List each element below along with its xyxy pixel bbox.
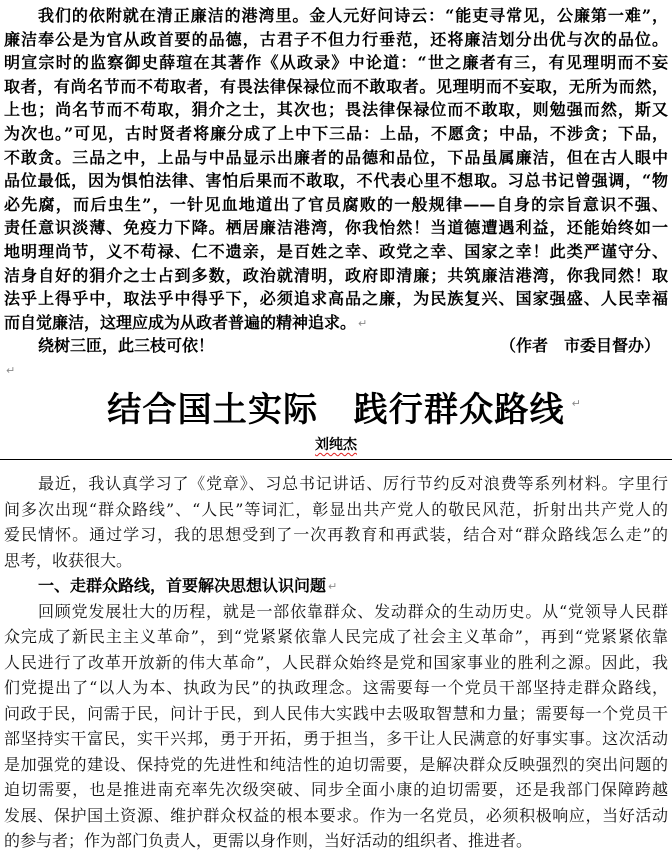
article-body (4, 471, 668, 854)
paragraph-mark: ↵ (6, 363, 16, 377)
top-article-line: 洁身自好的狷介之士占到多数，政治就清明，政府即清廉；共筑廉洁港湾，你我同然！取 (4, 265, 668, 285)
section-line: 回顾党发展壮大的历程，就是一部依靠群众、发动群众的生动历史。从“党领导人民群 (38, 601, 668, 621)
top-article-line: 明宣宗时的监察御史薛瑄在其著作《从政录》中论道：“世之廉者有三，有见理明而不妄 (4, 53, 668, 73)
top-article-line: 法乎上得乎中，取法乎中得乎下，必须追求高品之廉，为民族复兴、国家强盛、人民幸福 (4, 289, 668, 309)
article-author-block (0, 436, 672, 454)
intro-line: 思考，收获很大。 (4, 550, 133, 570)
divider-rule (0, 459, 672, 460)
section-line: 众完成了新民主主义革命”，到“党紧紧依靠人民完成了社会主义革命”，再到“党紧紧依靠 (4, 627, 668, 646)
top-article-line: 责任意识淡薄、免疫力下降。栖居廉洁港湾，你我怡然！当道德遭遇利益，还能始终如一 (4, 218, 668, 238)
closing-line: 绕树三匝，此三枝可依！ (38, 336, 215, 356)
top-article-line: 我们的依附就在清正廉洁的港湾里。金人元好问诗云：“能吏寻常见，公廉第一难”， (38, 6, 668, 25)
paragraph-mark: ↵ (358, 316, 368, 330)
top-article-line: 取者，有尚名节而不苟取者，有畏法律保禄位而不敢取者。见理明而不妄取，无所为而然， (4, 76, 668, 96)
byline: （作者 市委目督办） (499, 336, 660, 356)
closing-row (4, 334, 668, 358)
paragraph-mark: ↵ (328, 580, 338, 593)
empty-paragraph (4, 358, 668, 382)
top-article-last-line (4, 311, 668, 335)
intro-line: 爱民情怀。通过学习，我的思想受到了一次再教育和再武装，结合对“群众路线怎么走”的 (4, 525, 668, 544)
top-article-line: 地明理尚节，义不苟禄、仁不遗亲，是百姓之幸、政党之幸、国家之幸！此类严谨守分、 (4, 241, 668, 261)
top-article-line: 必先腐，而后虫生”，一针见血地道出了官员腐败的一般规律——自身的宗旨意识不强、 (4, 194, 668, 214)
article-title-block (0, 388, 672, 432)
top-article-line: 不敢贪。三品之中，上品与中品显示出廉者的品德和品位，下品虽属廉洁，但在古人眼中 (4, 147, 668, 167)
section-line: 迫切需要，也是推进南充率先次级突破、同步全面小康的迫切需要，还是我部门保障跨越 (4, 780, 668, 799)
top-article-line: 品位最低，因为惧怕法律、害怕后果而不敢取，不代表心里不想取。习总书记曾强调，“物 (4, 171, 668, 191)
paragraph-mark: ↵ (571, 397, 581, 410)
section-line: 部坚持实干富民，实干兴邦，勇于开拓，勇于担当，多干让人民满意的好事实事。这次活动 (4, 729, 668, 748)
section-line: 是加强党的建设、保持党的先进性和纯洁性的迫切需要，是解决群众反映强烈的突出问题的 (4, 754, 668, 774)
section-heading (4, 573, 668, 599)
section-line: 问政于民，问需于民，问计于民，到人民伟大实践中去吸取智慧和力量；需要每一个党员干 (4, 703, 668, 723)
top-article-line: 廉洁奉公是为官从政首要的品德，古君子不但力行垂范，还将廉洁划分出优与次的品位。 (4, 29, 668, 49)
article-title: 结合国土实际 践行群众路线 (107, 390, 565, 430)
top-article-line: 上也；尚名节而不苟取，狷介之士，其次也；畏法律保禄位而不敢取，则勉强而然，斯又 (4, 100, 668, 120)
section-line: 人民进行了改革开放新的伟大革命”，人民群众始终是党和国家事业的胜利之源。因此，我 (4, 652, 668, 672)
intro-line: 最近，我认真学习了《党章》、习总书记讲话、厉行节约反对浪费等系列材料。字里行 (38, 474, 668, 493)
section-heading-text: 一、走群众路线，首要解决思想认识问题 (38, 576, 327, 595)
top-article (4, 4, 668, 382)
article-author: 刘纯杰 (315, 437, 357, 453)
intro-line: 间多次出现“群众路线”、“人民”等词汇，彰显出共产党人的敬民风范，折射出共产党人的 (4, 499, 668, 519)
top-article-line-text: 而自觉廉洁，这理应成为从政者普遍的精神追求。 (4, 312, 357, 332)
top-article-line: 为次也。”可见，古时贤者将廉分成了上中下三品：上品，不愿贪；中品，不涉贪；下品， (4, 123, 668, 143)
section-line: 的参与者；作为部门负责人，更需以身作则，当好活动的组织者、推进者。 (4, 831, 533, 850)
article-title-wrap (107, 388, 581, 432)
section-line: 们党提出了“以人为本、执政为民”的执政理念。这需要每一个党员干部坚持走群众路线， (4, 678, 668, 697)
section-line: 发展、保护国土资源、维护群众权益的根本要求。作为一名党员，必须积极响应，当好活动 (4, 805, 668, 825)
